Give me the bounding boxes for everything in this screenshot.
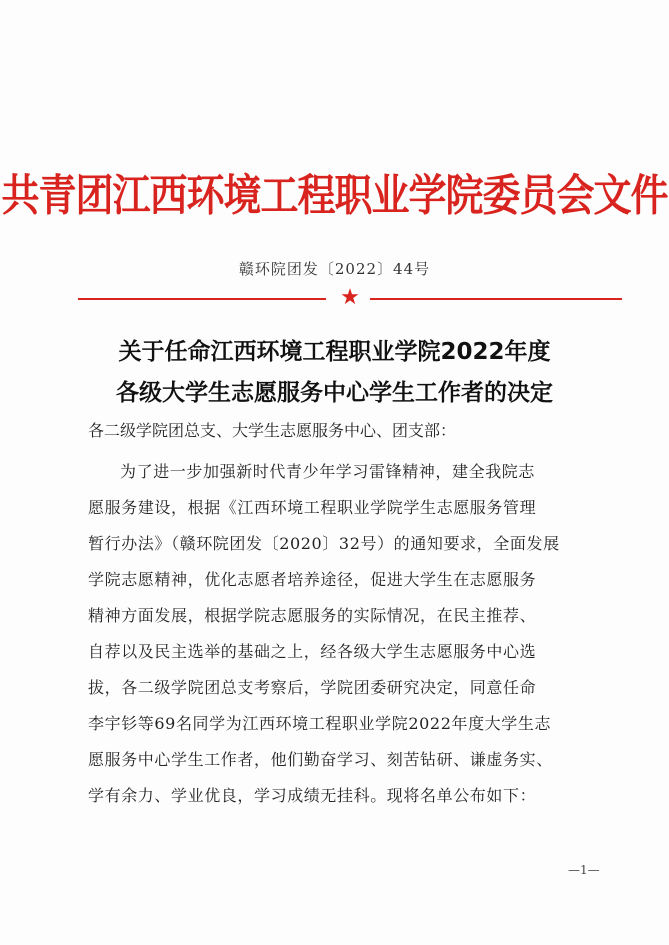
red-separator xyxy=(78,285,622,310)
document-title-line-1: 关于任命江西环境工程职业学院2022年度 xyxy=(118,339,551,365)
body-line: 李宇钐等69名同学为江西环境工程职业学院2022年度大学生志 xyxy=(88,714,552,733)
separator-line-left xyxy=(78,298,326,300)
body-line: 暂行办法》（赣环院团发〔2020〕32号）的通知要求，全面发展 xyxy=(88,534,560,553)
salutation: 各二级学院团总支、大学生志愿服务中心、团支部： xyxy=(88,421,457,440)
page-number: —1— xyxy=(568,863,600,877)
separator-line-right xyxy=(370,298,622,300)
body-line: 拔，各二级学院团总支考察后，学院团委研究决定，同意任命 xyxy=(88,678,537,697)
document-number: 赣环院团发〔2022〕44号 xyxy=(238,260,431,278)
document-title-line-2: 各级大学生志愿服务中心学生工作者的决定 xyxy=(116,380,553,406)
body-line: 愿服务建设，根据《江西环境工程职业学院学生志愿服务管理 xyxy=(88,498,537,517)
body-line: 为了进一步加强新时代青少年学习雷锋精神，建全我院志 xyxy=(120,462,536,481)
body-line: 愿服务中心学生工作者，他们勤奋学习、刻苦钻研、谦虚务实、 xyxy=(88,750,553,769)
body-line: 学院志愿精神，优化志愿者培养途径，促进大学生在志愿服务 xyxy=(88,570,537,589)
body-line: 精神方面发展，根据学院志愿服务的实际情况，在民主推荐、 xyxy=(88,606,537,625)
body-line: 自荐以及民主选举的基础之上，经各级大学生志愿服务中心选 xyxy=(88,642,537,661)
star-icon: ★ xyxy=(340,285,360,310)
body-line: 学有余力、学业优良，学习成绩无挂科。现将名单公布如下： xyxy=(88,786,537,805)
org-header-title: 共青团江西环境工程职业学院委员会文件 xyxy=(1,169,668,221)
